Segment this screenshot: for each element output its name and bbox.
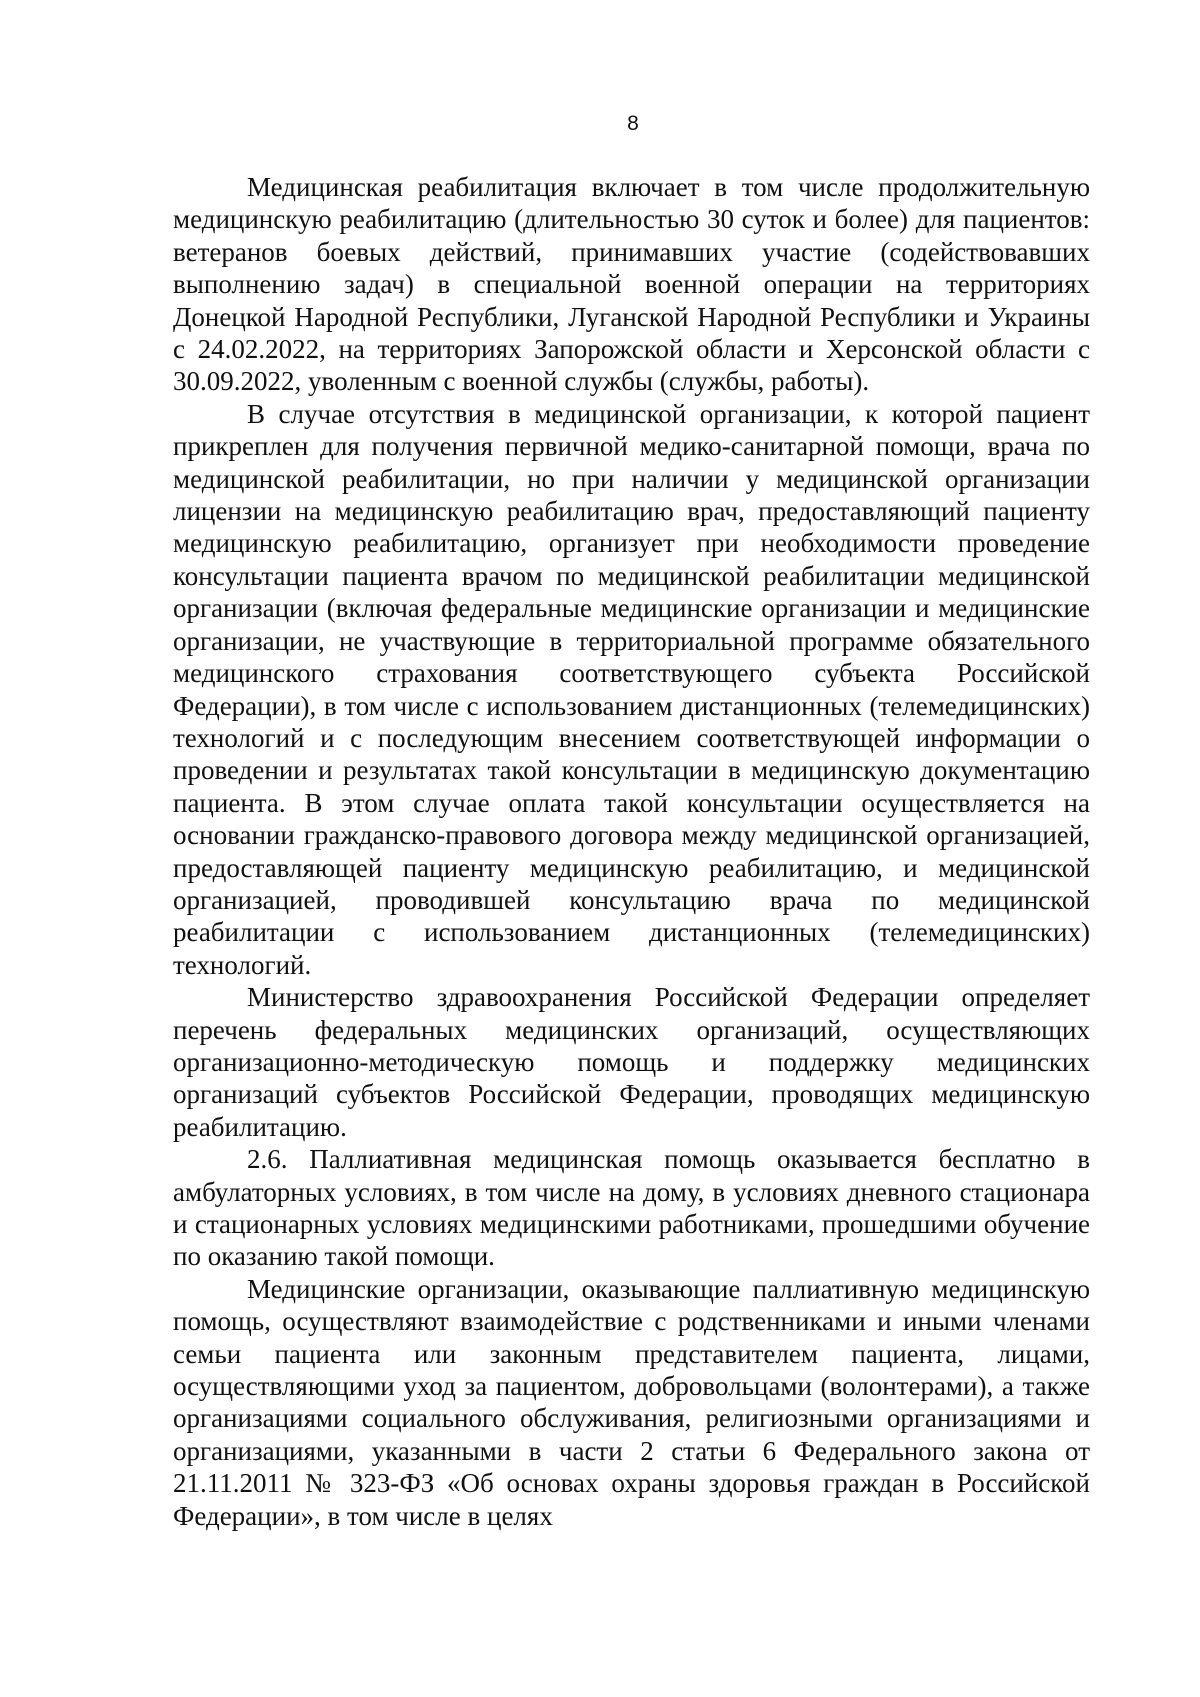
- paragraph-ministry: Министерство здравоохранения Российской Федерации определяет перечень федеральных медицинских организаций, осуществляющих организационно-методическую помощь и поддержку медицинских организаций субъектов Российской Федерации, проводящих медицинскую реабилитацию.: [173, 982, 1090, 1142]
- document-body: [173, 171, 1090, 1532]
- page-number: 8: [627, 112, 639, 135]
- paragraph-rehabilitation-veterans: Медицинская реабилитация включает в том числе продолжительную медицинскую реабилитацию (длительностью 30 суток и более) для пациентов: ветеранов боевых действий, принимавших участие (содействовавших выполнению задач) в специальной военной операции на территориях Донецкой Народной Республики, Луганской Народной Республики и Украины с 24.02.2022, на территориях Запорожской области и Херсонской области с 30.09.2022, уволенным с военной службы (службы, работы).: [173, 172, 1090, 397]
- paragraph-palliative-care: 2.6. Паллиативная медицинская помощь оказывается бесплатно в амбулаторных условиях, в том числе на дому, в условиях дневного стационара и стационарных условиях медицинскими работниками, прошедшими обучение по оказанию такой помощи.: [173, 1144, 1090, 1272]
- paragraph-palliative-organizations: Медицинские организации, оказывающие паллиативную медицинскую помощь, осуществляют взаимодействие с родственниками и иными членами семьи пациента или законным представителем пациента, лицами, осуществляющими уход за пациентом, добровольцами (волонтерами), а также организациями социального обслуживания, религиозными организациями и организациями, указанными в части 2 статьи 6 Федерального закона от 21.11.2011 № 323-ФЗ «Об основах охраны здоровья граждан в Российской Федерации», в том числе в целях: [173, 1273, 1090, 1531]
- paragraph-consultation: В случае отсутствия в медицинской организации, к которой пациент прикреплен для получения первичной медико-санитарной помощи, врача по медицинской реабилитации, но при наличии у медицинской организации лицензии на медицинскую реабилитацию врач, предоставляющий пациенту медицинскую реабилитацию, организует при необходимости проведение консультации пациента врачом по медицинской реабилитации медицинской организации (включая федеральные медицинские организации и медицинские организации, не участвующие в территориальной программе обязательного медицинского страхования соответствующего субъекта Российской Федерации), в том числе с использованием дистанционных (телемедицинских) технологий и с последующим внесением соответствующей информации о проведении и результатах такой консультации в медицинскую документацию пациента. В этом случае оплата такой консультации осуществляется на основании гражданско-правового договора между медицинской организацией, предоставляющей пациенту медицинскую реабилитацию, и медицинской организацией, проводившей консультацию врача по медицинской реабилитации с использованием дистанционных (телемедицинских) технологий.: [173, 398, 1090, 980]
